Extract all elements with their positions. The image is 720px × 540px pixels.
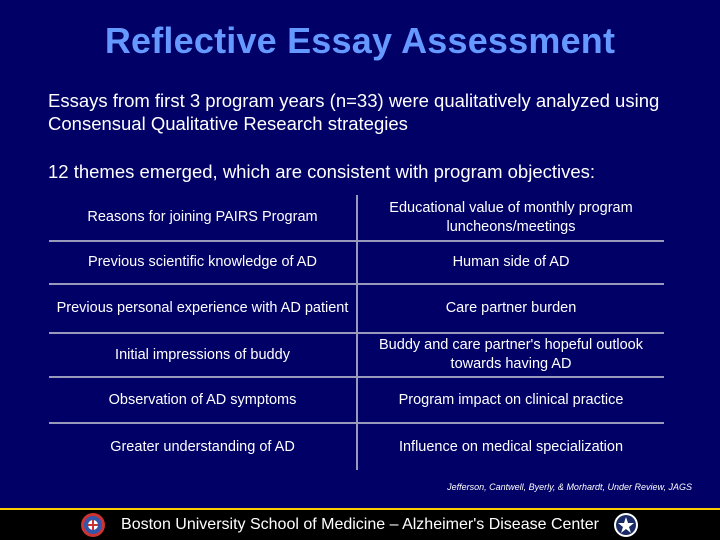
footer-band bbox=[0, 508, 720, 540]
theme-cell: Buddy and care partner's hopeful outlook towards having AD bbox=[358, 334, 664, 376]
theme-cell: Program impact on clinical practice bbox=[358, 378, 664, 422]
theme-cell: Educational value of monthly program luncheons/meetings bbox=[358, 195, 664, 240]
theme-cell: Human side of AD bbox=[358, 242, 664, 283]
footer-text: Boston University School of Medicine – Alzheimer's Disease Center bbox=[121, 516, 599, 533]
theme-cell: Initial impressions of buddy bbox=[49, 334, 356, 376]
theme-cell: Previous personal experience with AD patient bbox=[49, 285, 356, 332]
themes-table bbox=[49, 195, 664, 470]
theme-cell: Care partner burden bbox=[358, 285, 664, 332]
theme-cell: Greater understanding of AD bbox=[49, 424, 356, 470]
intro-paragraph: Essays from first 3 program years (n=33) were qualitatively analyzed using Consensual Qualitative Research strategies bbox=[48, 90, 660, 134]
theme-cell: Reasons for joining PAIRS Program bbox=[49, 195, 356, 240]
theme-cell: Observation of AD symptoms bbox=[49, 378, 356, 422]
va-seal-icon bbox=[613, 512, 639, 538]
theme-cell: Influence on medical specialization bbox=[358, 424, 664, 470]
theme-cell: Previous scientific knowledge of AD bbox=[49, 242, 356, 283]
citation: Jefferson, Cantwell, Byerly, & Morhardt, Under Review, JAGS bbox=[447, 482, 692, 492]
themes-intro-paragraph: 12 themes emerged, which are consistent with program objectives: bbox=[48, 161, 596, 182]
slide-title: Reflective Essay Assessment bbox=[104, 20, 616, 61]
